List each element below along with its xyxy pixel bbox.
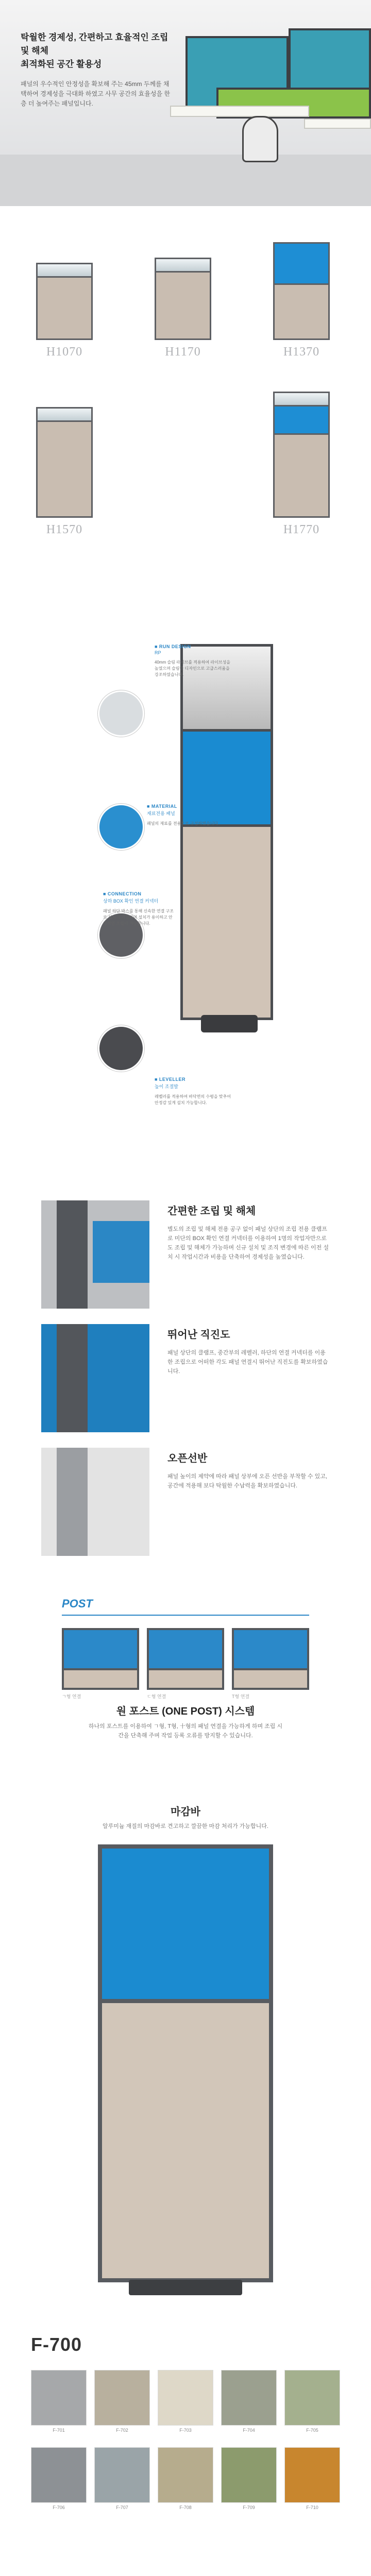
post-panel-example — [147, 1628, 224, 1690]
hero-title-line1: 탁월한 경제성, 간편하고 효율적인 조립 및 해체 — [21, 32, 168, 56]
swatch-code: F-709 — [243, 2505, 255, 2510]
panel-leveller-feet — [129, 2280, 242, 2295]
swatch-chip — [221, 2447, 277, 2503]
feature-image — [41, 1200, 149, 1309]
callout-desc: 레벨러를 적용하여 바닥면의 수평을 맞추어 안정감 있게 설치 가능합니다. — [155, 1094, 231, 1105]
feature-straightness — [41, 1324, 330, 1432]
feature-title: 뛰어난 직진도 — [167, 1329, 230, 1341]
swatch-item — [94, 2447, 150, 2510]
feature-title: 간편한 조립 및 해체 — [167, 1206, 256, 1217]
swatch-chip — [158, 2370, 213, 2426]
feature-body: 패널 높이의 제약에 따라 패널 상부에 오픈 선반을 부착할 수 있고, 공간에 적용해 보다 탁월한 수납력을 확보하였습니다. — [167, 1473, 327, 1489]
feature-assembly — [41, 1200, 330, 1309]
feature-text — [167, 1326, 330, 1376]
swatch-code: F-701 — [53, 2428, 65, 2433]
post-connection-examples — [62, 1628, 309, 1699]
size-label: H1370 — [283, 345, 320, 359]
swatch-code: F-704 — [243, 2428, 255, 2433]
swatch-code: F-708 — [179, 2505, 192, 2510]
hero-desk — [304, 118, 371, 129]
panel-fabric — [275, 285, 328, 338]
post-panel-example — [62, 1628, 139, 1690]
feature-text — [167, 1450, 330, 1490]
zoom-detail-leveller — [98, 1025, 144, 1072]
swatch-item — [221, 2447, 277, 2510]
size-item — [36, 407, 93, 537]
callout-sub: 재료전용 패널 — [147, 811, 175, 816]
panel-blue-fabric — [275, 406, 328, 435]
swatch-chip — [31, 2447, 87, 2503]
callout-tag: ■ CONNECTION — [103, 891, 142, 896]
swatch-code: F-702 — [116, 2428, 128, 2433]
swatch-chip — [284, 2370, 340, 2426]
size-panel — [36, 407, 93, 518]
post-tag: POST — [62, 1597, 93, 1610]
feature-image — [41, 1448, 149, 1556]
hero-desk — [170, 106, 309, 117]
callout-run-design — [155, 644, 232, 678]
hero-body: 패널의 우수적인 안정성을 확보해 주는 45mm 두께를 채택하여 경제성을 극대화 하였고 사무 공간의 효율성을 한층 더 높여주는 패널입니다. — [21, 80, 170, 107]
feature-image — [41, 1324, 149, 1432]
detail-diagram — [0, 634, 371, 1149]
swatch-chip — [221, 2370, 277, 2426]
feature-title: 오픈선반 — [167, 1453, 208, 1464]
swatch-item — [158, 2447, 213, 2510]
size-panel — [273, 242, 330, 340]
callout-tag: ■ LEVELLER — [155, 1077, 185, 1082]
panel-fabric — [38, 278, 91, 338]
post-panel-example — [232, 1628, 309, 1690]
post-divider — [62, 1615, 309, 1616]
size-lineup — [0, 242, 371, 603]
feature-open-shelf — [41, 1448, 330, 1556]
hero-section — [0, 0, 371, 206]
swatch-chip — [284, 2447, 340, 2503]
post-caption: ㄷ형 연결 — [147, 1694, 166, 1699]
swatch-item — [31, 2447, 87, 2510]
zoom-detail-run-design — [98, 690, 144, 737]
callout-tag: ■ MATERIAL — [147, 804, 177, 809]
hero-text — [21, 31, 175, 109]
feature-text — [167, 1202, 330, 1262]
swatch-section-f700 — [0, 2334, 371, 2561]
callout-material — [147, 804, 224, 827]
post-body: 하나의 포스트를 이용하여 ㄱ형, T형, 十형의 패널 연결을 가능하게 하며 조립 시간을 단축해 주며 작업 등록 오류를 방지할 수 있습니다. — [88, 1723, 283, 1739]
panel-fabric — [275, 435, 328, 516]
callout-desc: 패널의 재료를 전용으로 구성하였습니다 — [147, 821, 218, 826]
swatch-chip — [158, 2447, 213, 2503]
swatch-section-title: F-700 — [31, 2334, 82, 2355]
swatch-item — [284, 2447, 340, 2510]
callout-sub: RP — [155, 650, 161, 655]
panel-glass — [156, 259, 210, 273]
swatch-chip — [94, 2370, 150, 2426]
swatch-item — [158, 2370, 213, 2433]
hero-floor — [0, 155, 371, 206]
panel-glass — [38, 264, 91, 278]
one-post-section — [0, 1597, 371, 1793]
finish-body: 알루미늄 재질의 마감바로 견고하고 깔끔한 마감 처리가 가능합니다. — [103, 1823, 268, 1829]
callout-sub: 상하 BOX 확인 연결 커넥터 — [103, 899, 159, 904]
callout-sub: 높이 조절발 — [155, 1084, 178, 1089]
size-panel — [273, 392, 330, 518]
size-item — [273, 392, 330, 537]
size-label: H1070 — [46, 345, 83, 359]
swatch-item — [284, 2370, 340, 2433]
detail-panel — [180, 644, 273, 1020]
finish-title: 마감바 — [171, 1806, 200, 1818]
size-label: H1170 — [165, 345, 201, 359]
swatch-item — [94, 2370, 150, 2433]
panel-blue-fabric — [275, 244, 328, 285]
panel-fabric — [156, 273, 210, 338]
size-label: H1770 — [283, 523, 320, 536]
post-caption: T형 연결 — [232, 1694, 250, 1699]
hero-chair — [242, 116, 278, 162]
panel-glass — [275, 393, 328, 406]
swatch-item — [31, 2370, 87, 2433]
swatch-code: F-705 — [306, 2428, 318, 2433]
swatch-item — [221, 2370, 277, 2433]
callout-desc: 패널 하단 박스를 통해 신속한 연결 구조로 설치가 가능하며 설치가 용이하고 안정적인 조립이 가능합니다. — [103, 909, 174, 926]
panel-leveller-feet — [201, 1015, 258, 1032]
post-title: 원 포스트 (ONE POST) 시스템 — [116, 1706, 255, 1717]
size-panel — [155, 258, 211, 340]
callout-tag: ■ RUN DESIGN — [155, 644, 191, 649]
panel-blue-fabric — [102, 1849, 269, 2003]
feature-body: 별도의 조립 및 해체 전용 공구 없이 패널 상단의 조립 전용 클램프로 미단의 BOX 확인 연결 커넥터를 이용하여 1명의 작업자만으로도 조립 및 해체가 가능하며 신규 설치 및 조직 변경에 따른 이전 설치 시 작업시간과 비용을 단축하여 경제성을 높였습니다. — [167, 1226, 329, 1260]
size-item — [36, 263, 93, 359]
callout-leveller — [155, 1077, 232, 1106]
size-panel — [36, 263, 93, 340]
size-label: H1570 — [46, 523, 83, 536]
finish-panel — [98, 1844, 273, 2282]
zoom-detail-material — [98, 804, 144, 850]
swatch-chip — [31, 2370, 87, 2426]
callout-desc: 40mm 슬림 라이브를 적용하여 라이브성을 높였으며 슬림한 디자인으로 고급스러움을 강조하였습니다. — [155, 660, 231, 677]
callout-connection — [103, 891, 175, 927]
feature-body: 패널 상단의 클램프, 중간부의 레벨러, 하단의 연결 커넥터를 이용한 조립으로 어떠한 각도 패널 연결시 뛰어난 직진도를 확보하였습니다. — [167, 1350, 328, 1375]
swatch-chip — [94, 2447, 150, 2503]
size-item — [155, 258, 211, 359]
size-item — [273, 242, 330, 359]
swatch-code: F-707 — [116, 2505, 128, 2510]
swatch-code: F-710 — [306, 2505, 318, 2510]
post-caption: ㄱ형 연결 — [62, 1694, 81, 1699]
panel-fabric — [38, 422, 91, 516]
hero-title-line2: 최적화된 공간 활용성 — [21, 59, 102, 69]
finish-bar-section — [0, 1793, 371, 2308]
swatch-code: F-706 — [53, 2505, 65, 2510]
swatch-code: F-703 — [179, 2428, 192, 2433]
panel-glass — [38, 409, 91, 422]
